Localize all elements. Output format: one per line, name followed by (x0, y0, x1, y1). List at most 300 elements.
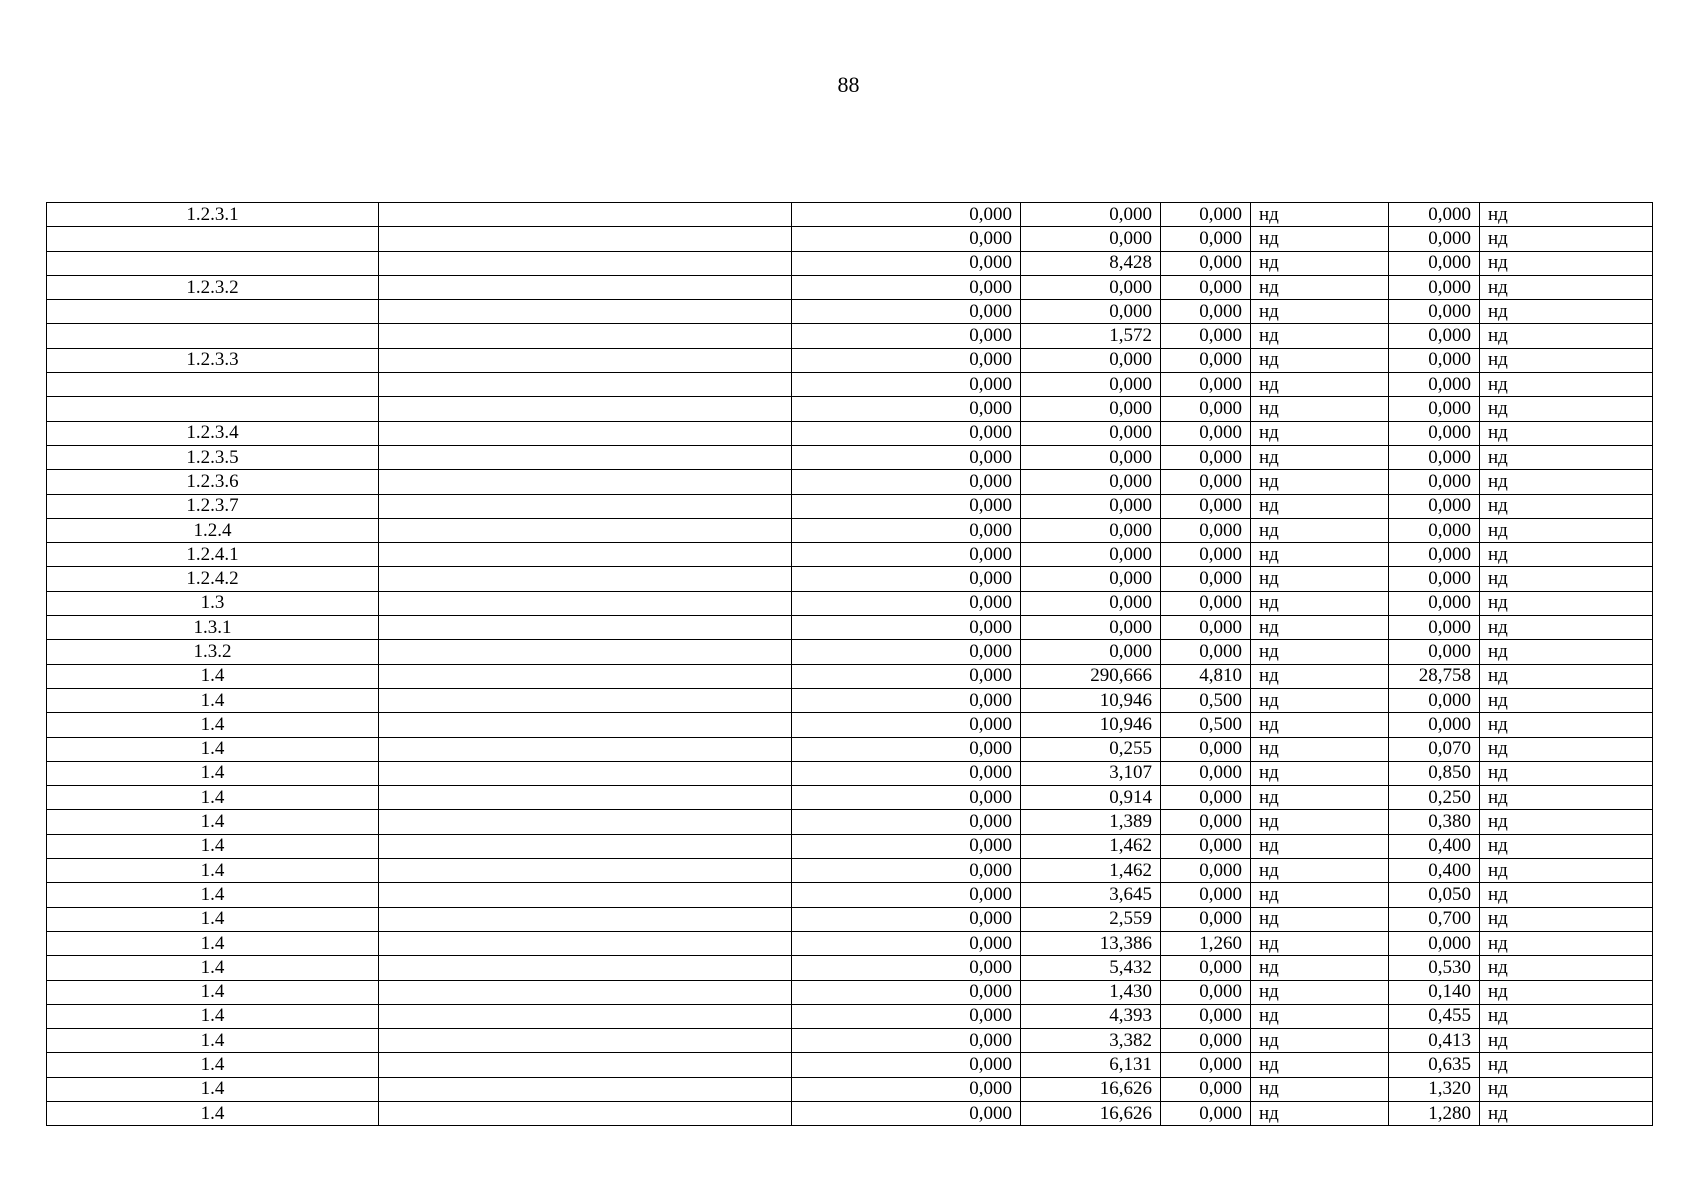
value-cell-1: 0,000 (792, 1053, 1021, 1077)
nd-cell-1: нд (1251, 1077, 1389, 1101)
nd-cell-1: нд (1251, 664, 1389, 688)
table-row (47, 688, 1653, 712)
value-cell-1: 0,000 (792, 664, 1021, 688)
value-cell-4: 0,000 (1389, 470, 1480, 494)
table-row (47, 348, 1653, 372)
table-row (47, 567, 1653, 591)
nd-cell-1: нд (1251, 1101, 1389, 1125)
value-cell-2: 0,000 (1021, 348, 1161, 372)
value-cell-3: 0,000 (1161, 251, 1251, 275)
value-cell-3: 1,260 (1161, 931, 1251, 955)
row-code-cell: 1.4 (47, 810, 379, 834)
value-cell-2: 6,131 (1021, 1053, 1161, 1077)
row-code-cell: 1.4 (47, 931, 379, 955)
nd-cell-1: нд (1251, 907, 1389, 931)
nd-cell-2: нд (1480, 251, 1653, 275)
nd-cell-1: нд (1251, 688, 1389, 712)
row-name-cell (379, 834, 792, 858)
row-name-cell (379, 980, 792, 1004)
value-cell-3: 0,000 (1161, 786, 1251, 810)
row-code-cell: 1.4 (47, 688, 379, 712)
value-cell-3: 0,000 (1161, 518, 1251, 542)
value-cell-3: 0,000 (1161, 1029, 1251, 1053)
nd-cell-1: нд (1251, 883, 1389, 907)
row-code-cell: 1.2.4 (47, 518, 379, 542)
table-row (47, 1004, 1653, 1028)
value-cell-1: 0,000 (792, 980, 1021, 1004)
row-code-cell: 1.2.3.7 (47, 494, 379, 518)
table-row (47, 1101, 1653, 1125)
row-name-cell (379, 786, 792, 810)
value-cell-1: 0,000 (792, 1101, 1021, 1125)
value-cell-4: 0,000 (1389, 616, 1480, 640)
table-row (47, 275, 1653, 299)
nd-cell-2: нд (1480, 591, 1653, 615)
value-cell-2: 0,000 (1021, 203, 1161, 227)
value-cell-1: 0,000 (792, 956, 1021, 980)
table-row (47, 300, 1653, 324)
value-cell-3: 0,000 (1161, 373, 1251, 397)
value-cell-1: 0,000 (792, 1004, 1021, 1028)
value-cell-2: 1,572 (1021, 324, 1161, 348)
nd-cell-1: нд (1251, 324, 1389, 348)
value-cell-1: 0,000 (792, 810, 1021, 834)
value-cell-4: 0,140 (1389, 980, 1480, 1004)
nd-cell-2: нд (1480, 931, 1653, 955)
value-cell-1: 0,000 (792, 883, 1021, 907)
row-name-cell (379, 1053, 792, 1077)
row-name-cell (379, 1029, 792, 1053)
value-cell-2: 13,386 (1021, 931, 1161, 955)
value-cell-3: 0,000 (1161, 203, 1251, 227)
row-name-cell (379, 251, 792, 275)
row-name-cell (379, 883, 792, 907)
value-cell-4: 0,000 (1389, 640, 1480, 664)
table-row (47, 931, 1653, 955)
value-cell-3: 0,000 (1161, 859, 1251, 883)
nd-cell-2: нд (1480, 980, 1653, 1004)
nd-cell-2: нд (1480, 640, 1653, 664)
nd-cell-2: нд (1480, 397, 1653, 421)
value-cell-2: 3,382 (1021, 1029, 1161, 1053)
table-row (47, 956, 1653, 980)
value-cell-2: 0,000 (1021, 275, 1161, 299)
nd-cell-1: нд (1251, 859, 1389, 883)
value-cell-2: 0,000 (1021, 543, 1161, 567)
nd-cell-2: нд (1480, 445, 1653, 469)
value-cell-2: 16,626 (1021, 1077, 1161, 1101)
nd-cell-2: нд (1480, 1053, 1653, 1077)
value-cell-2: 0,000 (1021, 616, 1161, 640)
value-cell-4: 1,280 (1389, 1101, 1480, 1125)
value-cell-2: 3,645 (1021, 883, 1161, 907)
value-cell-4: 0,000 (1389, 543, 1480, 567)
nd-cell-1: нд (1251, 980, 1389, 1004)
value-cell-3: 0,000 (1161, 227, 1251, 251)
nd-cell-2: нд (1480, 1077, 1653, 1101)
row-name-cell (379, 300, 792, 324)
value-cell-2: 0,000 (1021, 421, 1161, 445)
row-name-cell (379, 348, 792, 372)
table-row (47, 1029, 1653, 1053)
row-code-cell: 1.2.3.2 (47, 275, 379, 299)
row-name-cell (379, 616, 792, 640)
table-row (47, 786, 1653, 810)
row-name-cell (379, 664, 792, 688)
table-row (47, 1053, 1653, 1077)
value-cell-4: 0,000 (1389, 227, 1480, 251)
nd-cell-1: нд (1251, 543, 1389, 567)
value-cell-3: 0,000 (1161, 956, 1251, 980)
value-cell-3: 0,000 (1161, 737, 1251, 761)
nd-cell-2: нд (1480, 421, 1653, 445)
table-row (47, 761, 1653, 785)
row-name-cell (379, 1077, 792, 1101)
table-row (47, 373, 1653, 397)
value-cell-1: 0,000 (792, 324, 1021, 348)
value-cell-2: 10,946 (1021, 713, 1161, 737)
row-name-cell (379, 737, 792, 761)
value-cell-3: 0,000 (1161, 348, 1251, 372)
value-cell-1: 0,000 (792, 518, 1021, 542)
value-cell-2: 0,255 (1021, 737, 1161, 761)
value-cell-1: 0,000 (792, 397, 1021, 421)
nd-cell-2: нд (1480, 1029, 1653, 1053)
table-row (47, 445, 1653, 469)
value-cell-1: 0,000 (792, 494, 1021, 518)
value-cell-4: 0,413 (1389, 1029, 1480, 1053)
page-number: 88 (837, 72, 860, 97)
row-code-cell (47, 227, 379, 251)
value-cell-3: 0,000 (1161, 1004, 1251, 1028)
value-cell-2: 0,000 (1021, 227, 1161, 251)
nd-cell-1: нд (1251, 275, 1389, 299)
value-cell-1: 0,000 (792, 737, 1021, 761)
row-name-cell (379, 494, 792, 518)
row-code-cell: 1.4 (47, 713, 379, 737)
value-cell-2: 1,462 (1021, 834, 1161, 858)
value-cell-1: 0,000 (792, 640, 1021, 664)
row-name-cell (379, 543, 792, 567)
row-code-cell: 1.4 (47, 859, 379, 883)
nd-cell-1: нд (1251, 227, 1389, 251)
value-cell-4: 0,000 (1389, 713, 1480, 737)
table-row (47, 227, 1653, 251)
value-cell-4: 0,000 (1389, 518, 1480, 542)
value-cell-1: 0,000 (792, 251, 1021, 275)
value-cell-4: 0,050 (1389, 883, 1480, 907)
value-cell-3: 0,000 (1161, 397, 1251, 421)
value-cell-4: 0,000 (1389, 494, 1480, 518)
nd-cell-2: нд (1480, 907, 1653, 931)
value-cell-1: 0,000 (792, 713, 1021, 737)
table-row (47, 494, 1653, 518)
nd-cell-2: нд (1480, 956, 1653, 980)
nd-cell-2: нд (1480, 713, 1653, 737)
table-row (47, 859, 1653, 883)
value-cell-1: 0,000 (792, 786, 1021, 810)
row-name-cell (379, 324, 792, 348)
nd-cell-1: нд (1251, 348, 1389, 372)
row-name-cell (379, 518, 792, 542)
table-row (47, 810, 1653, 834)
value-cell-3: 0,000 (1161, 494, 1251, 518)
nd-cell-2: нд (1480, 834, 1653, 858)
nd-cell-1: нд (1251, 956, 1389, 980)
nd-cell-2: нд (1480, 470, 1653, 494)
value-cell-4: 0,000 (1389, 445, 1480, 469)
row-code-cell: 1.4 (47, 907, 379, 931)
nd-cell-2: нд (1480, 1004, 1653, 1028)
value-cell-2: 1,389 (1021, 810, 1161, 834)
value-cell-2: 0,000 (1021, 591, 1161, 615)
value-cell-2: 2,559 (1021, 907, 1161, 931)
value-cell-2: 0,000 (1021, 567, 1161, 591)
row-code-cell: 1.4 (47, 664, 379, 688)
value-cell-4: 0,635 (1389, 1053, 1480, 1077)
value-cell-2: 290,666 (1021, 664, 1161, 688)
nd-cell-2: нд (1480, 688, 1653, 712)
row-name-cell (379, 227, 792, 251)
row-name-cell (379, 907, 792, 931)
value-cell-3: 0,000 (1161, 324, 1251, 348)
row-name-cell (379, 713, 792, 737)
table-body (47, 203, 1653, 1126)
value-cell-1: 0,000 (792, 567, 1021, 591)
value-cell-1: 0,000 (792, 1029, 1021, 1053)
value-cell-4: 28,758 (1389, 664, 1480, 688)
nd-cell-2: нд (1480, 664, 1653, 688)
nd-cell-1: нд (1251, 373, 1389, 397)
table-row (47, 324, 1653, 348)
nd-cell-1: нд (1251, 761, 1389, 785)
value-cell-3: 0,000 (1161, 640, 1251, 664)
value-cell-4: 0,000 (1389, 591, 1480, 615)
value-cell-4: 1,320 (1389, 1077, 1480, 1101)
row-code-cell: 1.4 (47, 1077, 379, 1101)
nd-cell-1: нд (1251, 931, 1389, 955)
row-code-cell (47, 324, 379, 348)
nd-cell-2: нд (1480, 616, 1653, 640)
value-cell-1: 0,000 (792, 907, 1021, 931)
value-cell-2: 0,000 (1021, 445, 1161, 469)
value-cell-4: 0,000 (1389, 348, 1480, 372)
value-cell-4: 0,000 (1389, 688, 1480, 712)
data-table (46, 202, 1653, 1126)
value-cell-2: 0,000 (1021, 300, 1161, 324)
table-row (47, 251, 1653, 275)
row-code-cell: 1.3.1 (47, 616, 379, 640)
nd-cell-1: нд (1251, 518, 1389, 542)
row-name-cell (379, 640, 792, 664)
nd-cell-2: нд (1480, 300, 1653, 324)
value-cell-1: 0,000 (792, 421, 1021, 445)
row-code-cell: 1.2.3.4 (47, 421, 379, 445)
nd-cell-1: нд (1251, 494, 1389, 518)
row-code-cell: 1.2.3.1 (47, 203, 379, 227)
value-cell-1: 0,000 (792, 203, 1021, 227)
row-name-cell (379, 397, 792, 421)
value-cell-3: 0,500 (1161, 713, 1251, 737)
value-cell-4: 0,000 (1389, 300, 1480, 324)
value-cell-2: 10,946 (1021, 688, 1161, 712)
row-code-cell: 1.4 (47, 1029, 379, 1053)
value-cell-4: 0,380 (1389, 810, 1480, 834)
value-cell-1: 0,000 (792, 275, 1021, 299)
row-code-cell (47, 373, 379, 397)
nd-cell-1: нд (1251, 1029, 1389, 1053)
value-cell-2: 1,430 (1021, 980, 1161, 1004)
value-cell-1: 0,000 (792, 543, 1021, 567)
nd-cell-1: нд (1251, 397, 1389, 421)
row-name-cell (379, 859, 792, 883)
value-cell-1: 0,000 (792, 300, 1021, 324)
row-code-cell: 1.2.3.5 (47, 445, 379, 469)
row-name-cell (379, 956, 792, 980)
table-row (47, 1077, 1653, 1101)
value-cell-1: 0,000 (792, 373, 1021, 397)
value-cell-2: 1,462 (1021, 859, 1161, 883)
nd-cell-1: нд (1251, 713, 1389, 737)
nd-cell-2: нд (1480, 373, 1653, 397)
nd-cell-2: нд (1480, 737, 1653, 761)
row-code-cell (47, 300, 379, 324)
table-row (47, 203, 1653, 227)
value-cell-2: 5,432 (1021, 956, 1161, 980)
value-cell-3: 0,000 (1161, 1053, 1251, 1077)
table-row (47, 518, 1653, 542)
table-row (47, 980, 1653, 1004)
value-cell-4: 0,000 (1389, 931, 1480, 955)
value-cell-3: 0,000 (1161, 543, 1251, 567)
value-cell-1: 0,000 (792, 616, 1021, 640)
nd-cell-2: нд (1480, 518, 1653, 542)
value-cell-3: 0,000 (1161, 810, 1251, 834)
nd-cell-1: нд (1251, 1053, 1389, 1077)
nd-cell-2: нд (1480, 567, 1653, 591)
nd-cell-1: нд (1251, 1004, 1389, 1028)
row-code-cell: 1.2.3.3 (47, 348, 379, 372)
row-code-cell: 1.3.2 (47, 640, 379, 664)
table-row (47, 421, 1653, 445)
row-code-cell (47, 251, 379, 275)
value-cell-1: 0,000 (792, 1077, 1021, 1101)
value-cell-2: 0,000 (1021, 470, 1161, 494)
row-code-cell: 1.4 (47, 980, 379, 1004)
value-cell-4: 0,000 (1389, 373, 1480, 397)
value-cell-3: 0,000 (1161, 980, 1251, 1004)
value-cell-1: 0,000 (792, 227, 1021, 251)
row-code-cell: 1.4 (47, 737, 379, 761)
value-cell-3: 0,000 (1161, 275, 1251, 299)
value-cell-2: 3,107 (1021, 761, 1161, 785)
table-row (47, 470, 1653, 494)
value-cell-2: 0,000 (1021, 397, 1161, 421)
value-cell-3: 0,000 (1161, 883, 1251, 907)
nd-cell-1: нд (1251, 421, 1389, 445)
row-name-cell (379, 591, 792, 615)
row-code-cell: 1.2.4.1 (47, 543, 379, 567)
row-code-cell: 1.3 (47, 591, 379, 615)
table-row (47, 713, 1653, 737)
row-code-cell: 1.4 (47, 761, 379, 785)
row-code-cell: 1.4 (47, 1053, 379, 1077)
value-cell-4: 0,400 (1389, 834, 1480, 858)
value-cell-4: 0,400 (1389, 859, 1480, 883)
row-code-cell: 1.4 (47, 1101, 379, 1125)
row-code-cell: 1.4 (47, 834, 379, 858)
nd-cell-2: нд (1480, 203, 1653, 227)
nd-cell-1: нд (1251, 786, 1389, 810)
row-name-cell (379, 1004, 792, 1028)
row-code-cell: 1.4 (47, 883, 379, 907)
row-name-cell (379, 761, 792, 785)
nd-cell-1: нд (1251, 834, 1389, 858)
value-cell-2: 0,000 (1021, 494, 1161, 518)
table-row (47, 543, 1653, 567)
row-code-cell: 1.4 (47, 786, 379, 810)
value-cell-2: 4,393 (1021, 1004, 1161, 1028)
value-cell-3: 0,000 (1161, 1101, 1251, 1125)
value-cell-3: 4,810 (1161, 664, 1251, 688)
value-cell-1: 0,000 (792, 859, 1021, 883)
nd-cell-1: нд (1251, 470, 1389, 494)
nd-cell-2: нд (1480, 786, 1653, 810)
nd-cell-2: нд (1480, 1101, 1653, 1125)
row-code-cell: 1.2.3.6 (47, 470, 379, 494)
nd-cell-1: нд (1251, 567, 1389, 591)
nd-cell-2: нд (1480, 859, 1653, 883)
value-cell-2: 0,000 (1021, 373, 1161, 397)
nd-cell-2: нд (1480, 227, 1653, 251)
table-row (47, 907, 1653, 931)
table-row (47, 737, 1653, 761)
value-cell-4: 0,850 (1389, 761, 1480, 785)
value-cell-3: 0,000 (1161, 421, 1251, 445)
row-code-cell: 1.2.4.2 (47, 567, 379, 591)
value-cell-1: 0,000 (792, 445, 1021, 469)
row-name-cell (379, 931, 792, 955)
table-row (47, 883, 1653, 907)
nd-cell-2: нд (1480, 348, 1653, 372)
value-cell-3: 0,000 (1161, 591, 1251, 615)
value-cell-3: 0,000 (1161, 907, 1251, 931)
nd-cell-2: нд (1480, 883, 1653, 907)
value-cell-2: 8,428 (1021, 251, 1161, 275)
value-cell-4: 0,000 (1389, 397, 1480, 421)
table-row (47, 834, 1653, 858)
value-cell-1: 0,000 (792, 931, 1021, 955)
value-cell-4: 0,000 (1389, 567, 1480, 591)
value-cell-2: 0,000 (1021, 640, 1161, 664)
nd-cell-1: нд (1251, 591, 1389, 615)
row-name-cell (379, 203, 792, 227)
value-cell-1: 0,000 (792, 761, 1021, 785)
nd-cell-1: нд (1251, 203, 1389, 227)
value-cell-2: 0,914 (1021, 786, 1161, 810)
value-cell-1: 0,000 (792, 470, 1021, 494)
value-cell-3: 0,000 (1161, 470, 1251, 494)
table-row (47, 664, 1653, 688)
table-row (47, 640, 1653, 664)
row-name-cell (379, 445, 792, 469)
row-name-cell (379, 567, 792, 591)
row-name-cell (379, 275, 792, 299)
value-cell-1: 0,000 (792, 348, 1021, 372)
value-cell-4: 0,000 (1389, 421, 1480, 445)
row-code-cell: 1.4 (47, 956, 379, 980)
row-code-cell: 1.4 (47, 1004, 379, 1028)
